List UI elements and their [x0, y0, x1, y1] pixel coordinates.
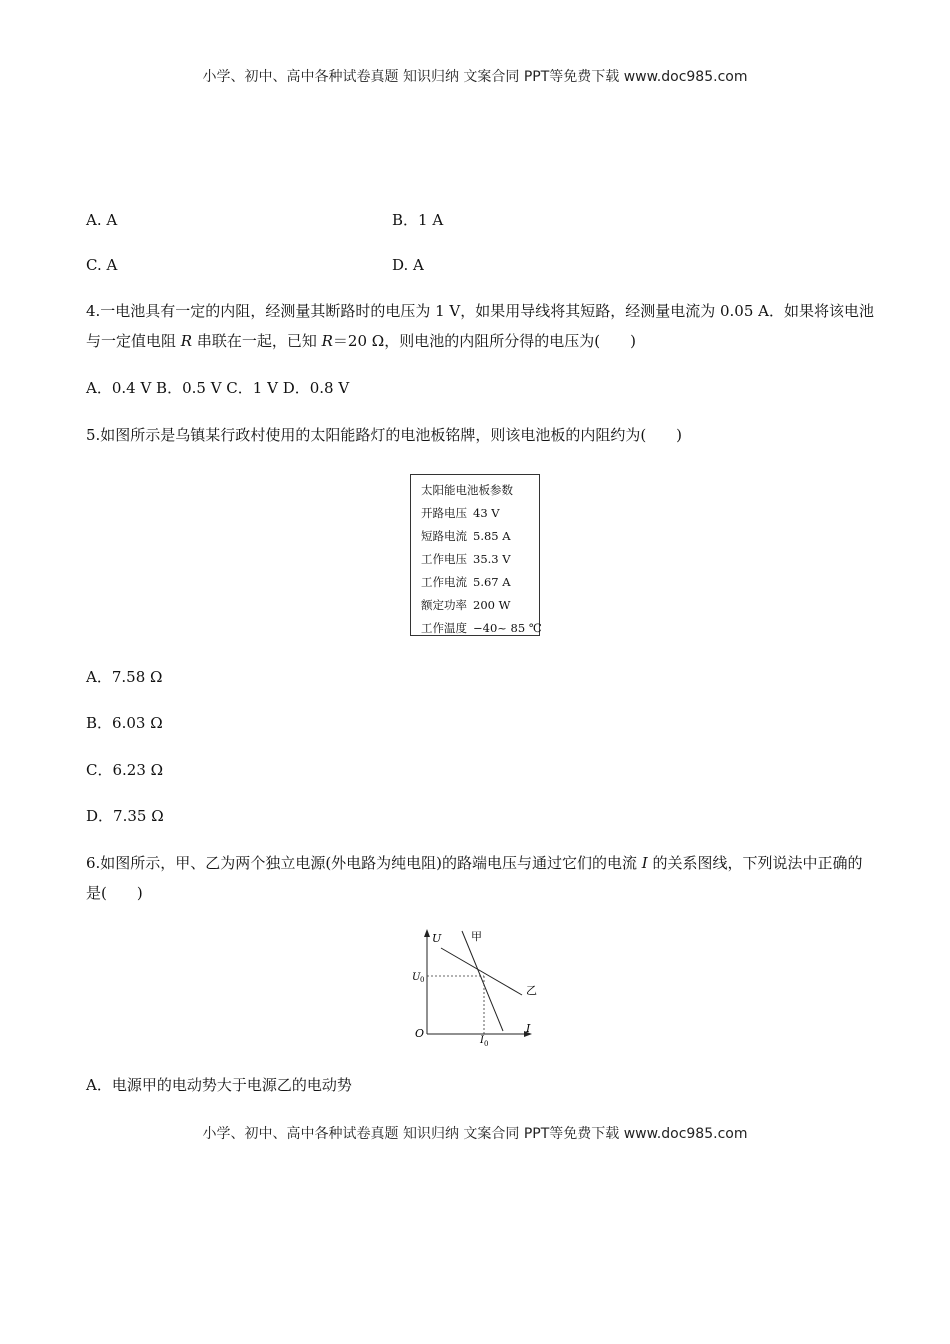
q5-option-b: B．6.03 Ω: [86, 714, 163, 732]
q6-option-a: A．电源甲的电动势大于电源乙的电动势: [86, 1076, 352, 1094]
i0-label: I: [480, 1035, 484, 1046]
q5-option-a: A．7.58 Ω: [86, 668, 163, 686]
q6-stem: 6.如图所示，甲、乙为两个独立电源(外电路为纯电阻)的路端电压与通过它们的电流 I 的关系图线，下列说法中正确的是( ): [86, 854, 863, 902]
line-jia-label: 甲: [471, 930, 482, 943]
q5-option-c: C．6.23 Ω: [86, 761, 164, 779]
solar-panel-spec-table: [410, 474, 540, 636]
q4-stem: 4.一电池具有一定的内阻，经测量其断路时的电压为 1 V，如果用导线将其短路，经测量电流为 0.05 A．如果将该电池与一定值电阻 R 串联在一起，已知 R＝20 Ω，则电池的内阻所分得的电压为( ): [86, 302, 874, 350]
spec-row: 工作电压 35.3 V: [421, 552, 511, 566]
spec-row: 工作电流 5.67 A: [421, 575, 511, 589]
page-footer: 小学、初中、高中各种试卷真题 知识归纳 文案合同 PPT等免费下载 www.doc985.com: [202, 1126, 748, 1142]
q3-option-d: D. A: [392, 256, 424, 274]
y-axis-arrow: [424, 929, 430, 937]
origin-label: O: [415, 1027, 425, 1040]
i0-subscript: 0: [484, 1040, 489, 1048]
var-i: I: [641, 854, 648, 872]
var-r: R: [180, 332, 193, 350]
q5-stem: 5.如图所示是乌镇某行政村使用的太阳能路灯的电池板铭牌，则该电池板的内阻约为( ): [86, 426, 683, 444]
q3-option-a: A. A: [86, 211, 118, 229]
spec-title: 太阳能电池板参数: [421, 483, 513, 497]
spec-row: 短路电流 5.85 A: [421, 529, 511, 543]
line-yi-label: 乙: [526, 984, 537, 997]
u0-label: U: [412, 972, 421, 983]
page-header: 小学、初中、高中各种试卷真题 知识归纳 文案合同 PPT等免费下载 www.doc985.com: [202, 69, 748, 85]
q3-option-b: B．1 A: [392, 211, 444, 229]
spec-row: 开路电压 43 V: [421, 506, 500, 520]
spec-row: 额定功率 200 W: [421, 598, 511, 612]
q5-option-d: D．7.35 Ω: [86, 807, 164, 825]
line-jia: [462, 931, 503, 1031]
spec-row: 工作温度 −40~ 85 ℃: [421, 621, 542, 635]
var-r: R: [321, 332, 333, 350]
u0-subscript: 0: [420, 976, 425, 984]
q3-option-c: C. A: [86, 256, 118, 274]
x-axis-label: I: [526, 1022, 531, 1035]
line-yi: [441, 948, 522, 995]
q4-options: A．0.4 V B．0.5 V C．1 V D．0.8 V: [86, 379, 350, 397]
ui-graph: [405, 926, 545, 1048]
y-axis-label: U: [432, 932, 442, 945]
